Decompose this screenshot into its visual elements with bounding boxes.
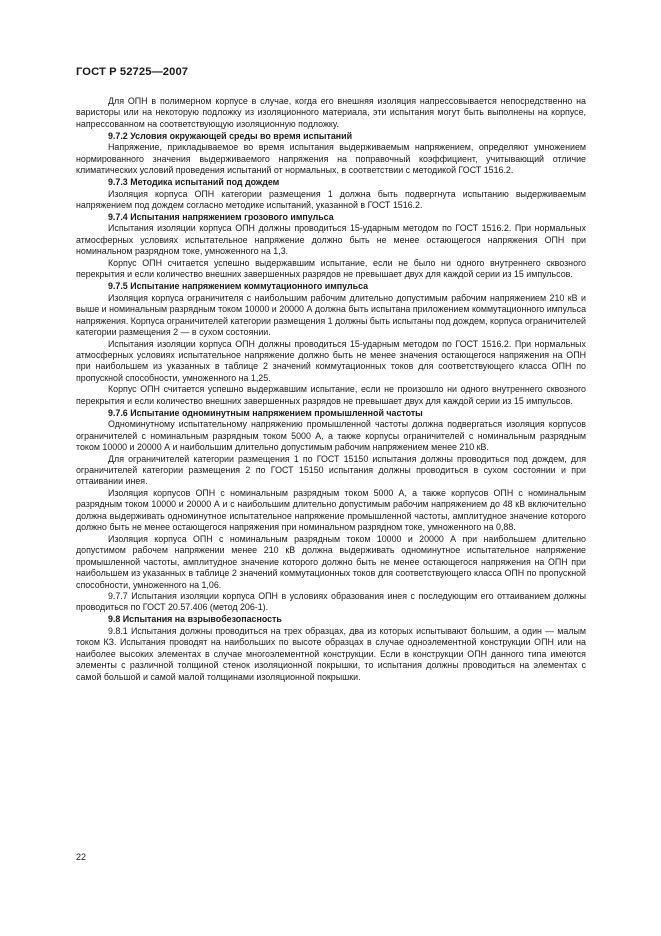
paragraph: Изоляция корпусов ОПН с номинальным разрядным током 5000 А, а также корпусов ОПН с номинальным разрядным током 10000 и 20000 А и с наибольшим длительно допустимым рабочим напряжением до 48 кВ включительно должна выдерживать одноминутное испытательное напряжение промышленной частоты, амплитудное значение которого должно быть не менее остающегося напряжения при номинальном разрядном токе, умноженного на 0,88. [76, 487, 586, 533]
page-number: 22 [76, 852, 87, 862]
section-heading: 9.7.3 Методика испытаний под дождем [108, 177, 280, 188]
section-heading: 9.7.4 Испытания напряжением грозового импульса [108, 212, 334, 223]
paragraph: Испытания изоляции корпуса ОПН должны проводиться 15-ударным методом по ГОСТ 1516.2. При нормальных атмосферных условиях испытательное напряжение должно быть не менее значения остающегося напряжения на ОПН при наибольшем из указанных в таблице 2 значений коммутационных токов для соответствующего класса ОПН по пропускной способности, умноженного на 1,25. [76, 338, 586, 383]
section-heading: 9.7.2 Условия окружающей среды во время испытаний [108, 130, 353, 141]
paragraph: Испытания изоляции корпуса ОПН должны проводиться 15-ударным методом по ГОСТ 1516.2. При нормальных атмосферных условиях испытательное напряжение должно быть не менее остающегося напряжения ОПН при номинальном разрядном токе, умноженного на 1,3. [76, 223, 586, 257]
section-heading: 9.7.5 Испытание напряжением коммутационного импульса [108, 281, 369, 292]
paragraph: Корпус ОПН считается успешно выдержавшим испытание, если не было ни одного внутреннего сквозного перекрытия и если количество внешних завершенных разрядов не превышает двух для каждой серии из 15 импульсов. [76, 257, 586, 280]
paragraph: 9.8.1 Испытания должны проводиться на трех образцах, два из которых испытывают большим, а один — малым током КЗ. Испытания проводят на наибольших по высоте образцах в случае одноэлементной конструкции ОПН или на наиболее высоких элементах в случае многоэлементной конструкции. Если в конструкции ОПН данного типа имеются элементы с различной толщиной стенок изоляционной покрышки, то испытания должны проводиться на элементах с самой большой и самой малой толщинами изоляционной покрышки. [76, 625, 586, 682]
paragraph: Корпус ОПН считается успешно выдержавшим испытание, если не произошло ни одного внутреннего сквозного перекрытия и если количество внешних завершенных разрядов не превышает двух для каждой серии из 15 импульсов. [76, 384, 586, 406]
paragraph: Изоляция корпуса ОПН с номинальным разрядным током 10000 и 20000 А при наибольшем длительно допустимом рабочем напряжении менее 210 кВ должна выдерживать одноминутное испытательное напряжение промышленной частоты, амплитудное значение которого должно быть не менее остающегося напряжения на ОПН при наибольшем из указанных в таблице 2 значений коммутационных токов для соответствующего класса ОПН по пропускной способности, умноженного на 1,06. [76, 533, 586, 590]
standard-header: ГОСТ Р 52725—2007 [76, 66, 189, 78]
section-heading: 9.7.6 Испытание одноминутным напряжением промышленной частоты [108, 407, 423, 418]
paragraph: Для ОПН в полимерном корпусе в случае, когда его внешняя изоляция напрессовывается непосредственно на варисторы или на некоторую подложку из изоляционного материала, эти испытания могут быть выполнены на корпусе, напрессованном на соответствующую изоляционную подложку. [76, 96, 586, 129]
paragraph: Одноминутному испытательному напряжению промышленной частоты должна подвергаться изоляция корпусов ограничителей с номинальным разрядным током 5000 А, а также корпусы ограничителей с номинальным разрядным током 10000 и 20000 А и наибольшим длительно допустимым рабочим напряжением менее 210 кВ. [76, 419, 586, 453]
document-body [76, 96, 586, 683]
paragraph: 9.7.7 Испытания изоляции корпуса ОПН в условиях образования инея с последующим его оттаиванием должны проводиться по ГОСТ 20.57.406 (метод 206-1). [76, 590, 586, 613]
paragraph: Изоляция корпуса ОПН категории размещения 1 должна быть подвергнута испытанию выдерживаемым напряжением под дождем согласно методике испытаний, указанной в ГОСТ 1516.2. [76, 188, 586, 211]
paragraph: Для ограничителей категории размещения 1 по ГОСТ 15150 испытания должны проводиться под дождем, для ограничителей категории размещения 2 по ГОСТ 15150 испытания должны проводиться в сухом состоянии и при оттаивании инея. [76, 453, 586, 487]
section-heading: 9.8 Испытания на взрывобезопасность [108, 614, 282, 625]
paragraph: Изоляция корпуса ограничителя с наибольшим рабочим длительно допустимым рабочим напряжением 210 кВ и выше и номинальным разрядным током 10000 и 20000 А должна быть испытана приложением коммутационного импульса напряжения. Корпуса ограничителей категории размещения 1 должны быть испытаны под дождем, корпуса ограничителей категории размещения 2 — в сухом состоянии. [76, 292, 586, 338]
paragraph: Напряжение, прикладываемое во время испытания выдерживаемым напряжением, определяют умножением нормированного значения выдерживаемого напряжения на поправочный коэффициент, учитывающий отличие климатических условий проведения испытаний от нормальных, в соответствии с методикой ГОСТ 1516.2. [76, 142, 586, 176]
